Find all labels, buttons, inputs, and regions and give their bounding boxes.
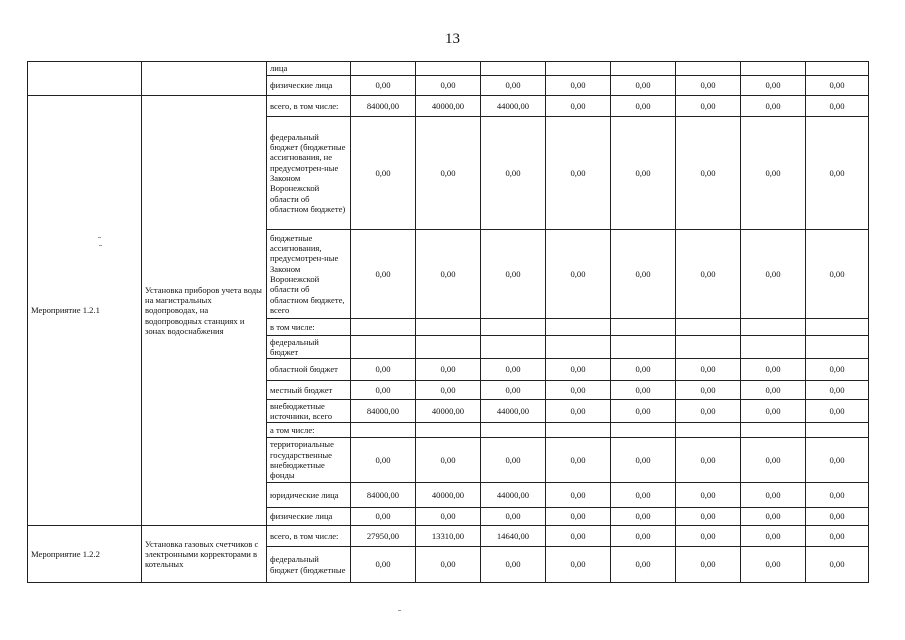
funding-source-cell: бюджетные ассигнования, предусмотрен-ные Законом Воронежской области об областном бюджете, всего [267,230,351,319]
amount-cell [416,319,481,336]
amount-cell: 0,00 [416,230,481,319]
amount-cell: 0,00 [741,117,806,230]
amount-cell: 0,00 [351,117,416,230]
amount-cell: 0,00 [676,483,741,508]
scan-artifact [99,245,102,246]
amount-cell [611,336,676,359]
amount-cell [481,319,546,336]
amount-cell: 84000,00 [351,483,416,508]
amount-cell: 0,00 [351,547,416,583]
event-cell: Мероприятие 1.2.2 [28,526,142,583]
amount-cell: 0,00 [351,508,416,526]
amount-cell [611,319,676,336]
amount-cell [481,336,546,359]
funding-source-cell: лица [267,62,351,76]
amount-cell: 0,00 [806,400,869,423]
amount-cell: 0,00 [546,381,611,400]
amount-cell: 0,00 [806,483,869,508]
amount-cell: 0,00 [611,400,676,423]
amount-cell: 0,00 [546,483,611,508]
amount-cell: 0,00 [741,438,806,483]
amount-cell [611,423,676,438]
funding-source-cell: всего, в том числе: [267,96,351,117]
amount-cell: 0,00 [806,438,869,483]
amount-cell: 0,00 [481,381,546,400]
amount-cell [546,319,611,336]
amount-cell: 0,00 [416,508,481,526]
table-row [28,62,869,76]
funding-source-cell: федеральный бюджет [267,336,351,359]
amount-cell: 0,00 [741,547,806,583]
table-row [28,96,869,117]
amount-cell: 0,00 [546,230,611,319]
amount-cell: 0,00 [676,400,741,423]
amount-cell: 0,00 [546,526,611,547]
budget-table [27,61,869,583]
amount-cell: 0,00 [481,230,546,319]
amount-cell: 0,00 [806,76,869,96]
amount-cell: 0,00 [676,76,741,96]
amount-cell: 0,00 [351,359,416,381]
amount-cell: 0,00 [481,117,546,230]
amount-cell: 0,00 [806,359,869,381]
amount-cell: 0,00 [806,526,869,547]
amount-cell: 0,00 [676,508,741,526]
amount-cell: 0,00 [351,76,416,96]
funding-source-cell: в том числе: [267,319,351,336]
amount-cell: 0,00 [611,381,676,400]
amount-cell: 0,00 [741,483,806,508]
amount-cell: 0,00 [611,483,676,508]
amount-cell: 0,00 [806,230,869,319]
amount-cell: 27950,00 [351,526,416,547]
event-name-cell: Установка газовых счетчиков с электронными корректорами в котельных [142,526,267,583]
funding-source-cell: всего, в том числе: [267,526,351,547]
amount-cell: 0,00 [741,400,806,423]
amount-cell: 0,00 [611,117,676,230]
amount-cell [806,423,869,438]
amount-cell: 0,00 [416,76,481,96]
amount-cell: 0,00 [741,359,806,381]
amount-cell: 0,00 [741,96,806,117]
amount-cell: 0,00 [546,547,611,583]
amount-cell [351,336,416,359]
amount-cell: 44000,00 [481,483,546,508]
amount-cell: 0,00 [416,359,481,381]
amount-cell: 0,00 [806,117,869,230]
amount-cell [806,336,869,359]
amount-cell: 0,00 [806,96,869,117]
amount-cell [351,62,416,76]
amount-cell [351,319,416,336]
amount-cell: 44000,00 [481,400,546,423]
amount-cell: 0,00 [351,438,416,483]
amount-cell: 0,00 [741,508,806,526]
amount-cell: 0,00 [546,117,611,230]
amount-cell: 0,00 [806,508,869,526]
amount-cell [546,423,611,438]
amount-cell: 0,00 [416,381,481,400]
amount-cell: 84000,00 [351,400,416,423]
amount-cell [481,62,546,76]
amount-cell [741,336,806,359]
event-cell [28,62,142,96]
amount-cell: 0,00 [546,438,611,483]
amount-cell: 0,00 [676,359,741,381]
amount-cell: 0,00 [546,400,611,423]
amount-cell [416,423,481,438]
amount-cell: 0,00 [611,359,676,381]
funding-source-cell: а том числе: [267,423,351,438]
amount-cell: 0,00 [676,230,741,319]
amount-cell [806,319,869,336]
funding-source-cell: внебюджетные источники, всего [267,400,351,423]
amount-cell [741,62,806,76]
amount-cell: 0,00 [806,547,869,583]
scan-artifact [398,610,401,611]
funding-source-cell: федеральный бюджет (бюджетные ассигнования, не предусмотрен-ные Законом Воронежской области об областном бюджете) [267,117,351,230]
funding-source-cell: федеральный бюджет (бюджетные [267,547,351,583]
funding-source-cell: территориальные государственные внебюджетные фонды [267,438,351,483]
amount-cell [416,62,481,76]
amount-cell: 0,00 [741,381,806,400]
amount-cell: 0,00 [611,547,676,583]
amount-cell: 40000,00 [416,96,481,117]
event-name-cell: Установка приборов учета воды на магистральных водопроводах, на водопроводных станциях и зонах водоснабжения [142,96,267,526]
funding-source-cell: областной бюджет [267,359,351,381]
funding-source-cell: местный бюджет [267,381,351,400]
page-number: 13 [445,31,460,47]
amount-cell [676,62,741,76]
amount-cell: 0,00 [676,526,741,547]
amount-cell: 0,00 [741,230,806,319]
amount-cell: 0,00 [611,438,676,483]
amount-cell: 0,00 [676,438,741,483]
amount-cell: 0,00 [481,508,546,526]
scan-artifact [98,237,101,238]
amount-cell [676,319,741,336]
amount-cell: 0,00 [481,438,546,483]
amount-cell: 0,00 [416,438,481,483]
amount-cell: 44000,00 [481,96,546,117]
amount-cell: 0,00 [611,96,676,117]
amount-cell: 0,00 [416,117,481,230]
amount-cell [611,62,676,76]
amount-cell: 0,00 [546,76,611,96]
amount-cell: 0,00 [676,96,741,117]
event-cell: Мероприятие 1.2.1 [28,96,142,526]
amount-cell: 40000,00 [416,483,481,508]
amount-cell: 0,00 [416,547,481,583]
table-row [28,526,869,547]
amount-cell: 0,00 [611,526,676,547]
amount-cell [546,62,611,76]
funding-source-cell: физические лица [267,508,351,526]
amount-cell: 0,00 [351,230,416,319]
funding-source-cell: физические лица [267,76,351,96]
amount-cell: 0,00 [481,359,546,381]
amount-cell [351,423,416,438]
amount-cell [481,423,546,438]
amount-cell: 0,00 [676,547,741,583]
amount-cell: 0,00 [741,76,806,96]
amount-cell: 0,00 [481,547,546,583]
amount-cell [416,336,481,359]
amount-cell: 0,00 [611,230,676,319]
amount-cell [741,319,806,336]
funding-source-cell: юридические лица [267,483,351,508]
amount-cell [676,336,741,359]
amount-cell: 0,00 [741,526,806,547]
amount-cell: 0,00 [481,76,546,96]
amount-cell: 40000,00 [416,400,481,423]
amount-cell [546,336,611,359]
amount-cell [741,423,806,438]
amount-cell: 0,00 [546,96,611,117]
amount-cell [806,62,869,76]
amount-cell: 13310,00 [416,526,481,547]
amount-cell: 0,00 [351,381,416,400]
event-name-cell [142,62,267,96]
amount-cell [676,423,741,438]
amount-cell: 0,00 [546,359,611,381]
amount-cell: 84000,00 [351,96,416,117]
amount-cell: 0,00 [611,508,676,526]
amount-cell: 0,00 [546,508,611,526]
amount-cell: 0,00 [611,76,676,96]
amount-cell: 14640,00 [481,526,546,547]
amount-cell: 0,00 [676,381,741,400]
amount-cell: 0,00 [806,381,869,400]
amount-cell: 0,00 [676,117,741,230]
